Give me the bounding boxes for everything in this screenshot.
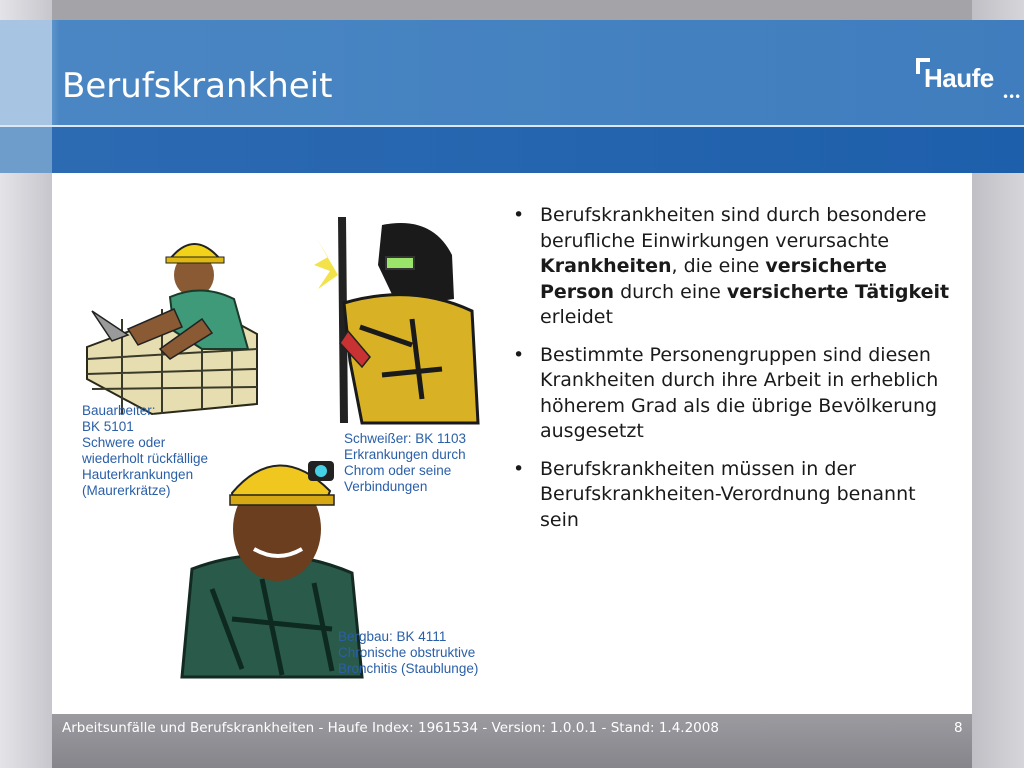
bullet-bold-term: versicherte Person (540, 255, 887, 303)
bullet-marker: • (513, 343, 525, 366)
caption-welder: Schweißer: BK 1103 Erkrankungen durch Chrom oder seine Verbindungen (344, 431, 467, 494)
bullet-item (510, 203, 960, 331)
slide-content (52, 173, 972, 714)
footer-text: Arbeitsunfälle und Berufskrankheiten - Haufe Index: 1961534 - Version: 1.0.0.1 - Stand: 1.4.2008 (62, 720, 719, 736)
bullet-bold-term: versicherte Tätigkeit (726, 280, 950, 303)
page-number: 8 (954, 720, 963, 736)
blue-band-left-block (0, 127, 52, 173)
illustration (82, 199, 512, 689)
logo-dots: ••• (1002, 90, 1021, 104)
background-top (52, 0, 972, 20)
bullet-text: durch eine (614, 280, 727, 303)
slide-title: Berufskrankheit (62, 66, 333, 106)
miner-worker-image (182, 461, 362, 677)
bullet-text: Berufskrankheiten sind durch besondere berufliche Einwirkungen verursachte (540, 204, 927, 252)
caption-mason: Bauarbeiter: BK 5101 Schwere oder wiederholt rückfällige Hauterkrankungen (Maurerkrätze) (82, 403, 209, 498)
bullet-marker: • (513, 457, 525, 480)
welder-worker-image (314, 217, 478, 423)
bullet-item (510, 457, 960, 534)
caption-miner: Bergbau: BK 4111 Chronische obstruktive Bronchitis (Staublunge) (338, 629, 479, 676)
bullet-text: Bestimmte Personengruppen sind diesen Krankheiten durch ihre Arbeit in erheblich höherem Grad als die übrige Bevölkerung ausgesetzt (540, 343, 939, 442)
bullet-text: erleidet (540, 306, 613, 328)
bullet-text: Berufskrankheiten müssen in der Berufskrankheiten-Verordnung benannt sein (540, 457, 916, 531)
bullet-marker: • (513, 204, 525, 226)
bullet-bold-term: Krankheiten (540, 255, 672, 277)
mason-worker-image (87, 244, 257, 414)
title-bar-left-block (0, 20, 52, 126)
haufe-logo (912, 58, 1021, 104)
logo-text: Haufe (924, 63, 994, 93)
bullet-list (510, 203, 960, 545)
bullet-text: , die eine (671, 255, 766, 277)
bullet-item (510, 343, 960, 445)
blue-band (0, 127, 1024, 173)
